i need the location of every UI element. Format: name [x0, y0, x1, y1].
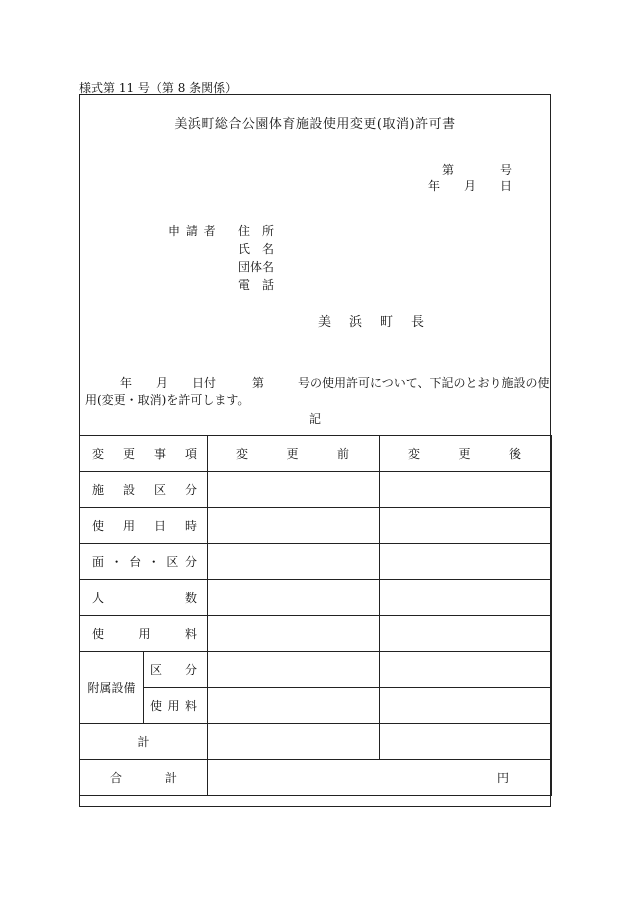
area-unit-after: [380, 544, 552, 580]
number-suffix: 号: [500, 163, 513, 177]
total-value: 円: [208, 760, 552, 796]
equipment-fee-after: [380, 688, 552, 724]
table-row: [80, 544, 552, 580]
permit-form: [79, 94, 551, 807]
body-year: 年: [120, 376, 133, 390]
row-label-usage-fee: 使 用 料: [80, 616, 208, 652]
date-year: 年: [428, 179, 441, 193]
headcount-after: [380, 580, 552, 616]
applicant-address: 住 所: [238, 224, 275, 238]
row-label-headcount: 人 数: [80, 580, 208, 616]
usage-fee-before: [208, 616, 380, 652]
applicant-organization: 団体名: [238, 260, 275, 274]
equipment-label: 附属設備: [80, 652, 144, 724]
subtotal-before: [208, 724, 380, 760]
form-number: 様式第 11 号（第 8 条関係）: [79, 81, 238, 95]
change-table: [79, 435, 552, 796]
body-number-prefix: 第: [252, 376, 265, 390]
row-label-usage-datetime: 使 用 日 時: [80, 508, 208, 544]
applicant-phone: 電 話: [238, 278, 275, 292]
header-before: 変 更 前: [208, 436, 380, 472]
issuer-char-4: 長: [411, 315, 425, 330]
issuer-char-2: 浜: [349, 315, 363, 330]
number-prefix: 第: [442, 163, 455, 177]
header-after: 変 更 後: [380, 436, 552, 472]
document-title: 美浜町総合公園体育施設使用変更(取消)許可書: [174, 117, 456, 132]
table-header-row: [80, 436, 552, 472]
subtotal-after: [380, 724, 552, 760]
facility-category-before: [208, 472, 380, 508]
table-row: [80, 688, 552, 724]
applicant-name: 氏 名: [238, 242, 275, 256]
row-label-facility-category: 施 設 区 分: [80, 472, 208, 508]
facility-category-after: [380, 472, 552, 508]
table-row: [80, 508, 552, 544]
equipment-fee-label: 使 用 料: [144, 688, 208, 724]
table-row: [80, 616, 552, 652]
date-day: 日: [500, 179, 513, 193]
table-row: [80, 472, 552, 508]
area-unit-before: [208, 544, 380, 580]
body-month: 月: [156, 376, 169, 390]
equipment-fee-before: [208, 688, 380, 724]
row-label-area-unit: 面 ・ 台 ・ 区 分: [80, 544, 208, 580]
headcount-before: [208, 580, 380, 616]
issuer-char-3: 町: [380, 315, 394, 330]
usage-datetime-before: [208, 508, 380, 544]
usage-datetime-after: [380, 508, 552, 544]
body-text-line1: 号の使用許可について、下記のとおり施設の使: [298, 376, 550, 390]
table-row: [80, 652, 552, 688]
equipment-category-after: [380, 652, 552, 688]
table-row: [80, 580, 552, 616]
subtotal-label: 計: [80, 724, 208, 760]
usage-fee-after: [380, 616, 552, 652]
header-change-item: 変 更 事 項: [80, 436, 208, 472]
equipment-category-label: 区 分: [144, 652, 208, 688]
equipment-category-before: [208, 652, 380, 688]
date-month: 月: [464, 179, 477, 193]
total-label: 合 計: [80, 760, 208, 796]
table-row: [80, 724, 552, 760]
body-date: 日付: [192, 376, 217, 390]
applicant-label: 申 請 者: [168, 224, 217, 238]
issuer-char-1: 美: [318, 315, 332, 330]
body-text-line2: 用(変更・取消)を許可します。: [85, 393, 250, 407]
table-row: [80, 760, 552, 796]
ki-mark: 記: [308, 412, 321, 426]
